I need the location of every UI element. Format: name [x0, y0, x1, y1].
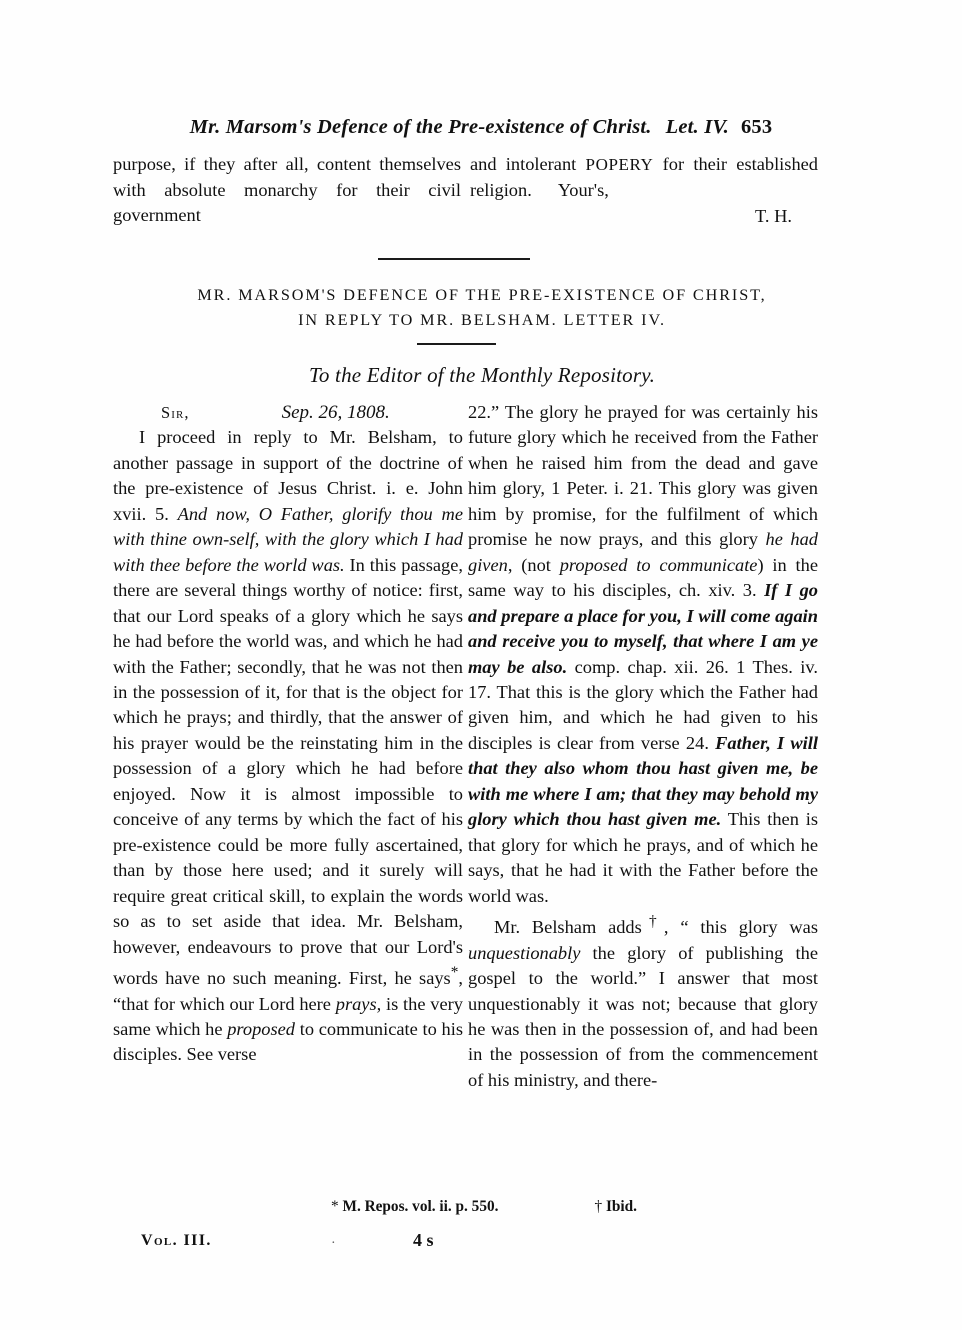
popery-text-before: and intolerant: [470, 154, 586, 174]
popery-text-after: for their established religion.: [470, 154, 818, 200]
page-number: 653: [740, 116, 773, 138]
left-para-part-1: I proceed in reply to Mr. Belsham, to another passage in support of the doctrine of the pre-existence of Jesus Christ. i. e. John xvii. 5.: [113, 427, 463, 524]
body-left-column: [113, 400, 463, 1068]
volume-label: Vol. III.: [141, 1232, 212, 1249]
printers-signature: 4 s: [413, 1230, 434, 1250]
letter-closing: Your's,: [557, 179, 609, 200]
running-head-letter: Let. IV.: [665, 116, 729, 138]
italic-proposed-to-communicate: proposed to communicate: [559, 554, 758, 575]
footnote-marker-dagger[interactable]: †: [641, 913, 664, 931]
addressee-line: To the Editor of the Monthly Repository.: [308, 363, 656, 387]
popery-smallcaps: POPERY: [585, 155, 654, 174]
left-para-part-2: In this passage, there are several things worthy of notice: first, that our Lord speaks of a glory which he says he had before the world was, and which he had with the Father; secondly, that he was not then in the possession of it, for that is the object for which he prays; and thirdly, that the answer of his prayer would be the reinstating him in the possession of a glory which he had before enjoyed. Now it is almost impossible to conceive of any terms by which the fact of his pre-existence could be more fully ascertained, than by those here used; and it surely will require great critical skill, to explain the words so as to set aside that idea. Mr. Belsham, however, endeavours to prove that our Lord's words have no such meaning. First, he says: [113, 554, 463, 989]
letter-date: Sep. 26, 1808.: [281, 402, 390, 423]
footnote-a-marker: *: [331, 1198, 339, 1215]
right-para-part-5: This then is that glory for which he prays, and of which he says, that he had it with the Father before the world was.: [468, 809, 818, 906]
salutation: Sir,: [161, 403, 190, 422]
salutation-line: [113, 400, 463, 425]
left-para-part-3: , “that for which our Lord here: [113, 968, 463, 1014]
italic-prays: prays,: [335, 993, 382, 1014]
horizontal-rule-lower: [417, 343, 496, 345]
footnotes: [113, 1198, 855, 1216]
running-head: [110, 116, 852, 139]
article-heading: [110, 283, 854, 333]
footnote-marker-asterisk[interactable]: *: [450, 963, 459, 981]
stray-ink-mark: ·: [331, 1236, 336, 1251]
italic-proposed: proposed: [227, 1019, 296, 1039]
right-para-part-3: ) in the same way to his disciples, ch. xiv. 3.: [468, 554, 819, 601]
left-column-paragraph: [113, 425, 463, 1067]
horizontal-rule-upper: [378, 258, 530, 260]
right-column-paragraph-1: [468, 400, 818, 909]
top-continuation-columns: [113, 152, 853, 238]
footnote-b-marker: †: [594, 1198, 603, 1215]
right-para2-part-2: , “ this glory was: [663, 917, 818, 938]
top-continuation-right-text: [470, 152, 818, 203]
top-continuation-left-column: purpose, if they after all, content themselves with absolute monarchy for their civil government: [113, 154, 461, 225]
running-head-title: Mr. Marsom's Defence of the Pre-existence of Christ.: [189, 116, 652, 138]
scripture-quote-john-xvii-24: Father, I will that they also whom thou hast given me, be with me where I am; that they may behold my glory which thou hast given me.: [468, 732, 818, 830]
footnote-b-text: Ibid.: [605, 1198, 637, 1215]
footnote-b: [594, 1198, 637, 1216]
footnote-a: [331, 1198, 498, 1216]
right-para-part-1: 22.” The glory he prayed for was certainly his future glory which he received from the Father when he raised him from the dead and gave him glory, 1 Peter. i. 21. This glory was given him by promise, for the fulfilment of which promise he now prays, and this glory: [468, 402, 818, 550]
left-para-part-4: is the very same which he: [113, 993, 463, 1039]
top-continuation-right-column: [470, 152, 818, 230]
letter-signature: T. H.: [755, 206, 792, 226]
article-heading-line-2: IN REPLY TO MR. BELSHAM. LETTER IV.: [298, 311, 666, 329]
right-para2-part-3: the glory of publishing the gospel to the world.” I answer that most unquestionably it was not; because that glory he was then in the possession of, and had been in the possession of from the commencement of his ministry, and there-: [468, 942, 818, 1090]
body-right-column: [468, 400, 818, 1093]
right-para-part-4: comp. chap. xii. 26. 1 Thes. iv. 17. That this is the glory which the Father had given him, and which he had given to his disciples is clear from verse 24.: [468, 656, 818, 753]
right-para-part-2: , (not: [507, 554, 560, 575]
footnote-a-text: M. Repos. vol. ii. p. 550.: [342, 1198, 499, 1215]
scripture-quote-john-xiv-3: If I go and prepare a place for you, I will come again and receive you to myself, that where I am ye may be also.: [468, 580, 818, 677]
right-para2-part-1: Mr. Belsham adds: [494, 917, 642, 938]
scripture-quote-john-xvii-5: And now, O Father, glorify thou me with thine own-self, with the glory which I had with thee before the world was.: [113, 503, 463, 575]
page-footer: [113, 1232, 855, 1258]
article-heading-line-1: MR. MARSOM'S DEFENCE OF THE PRE-EXISTENCE OF CHRIST,: [197, 286, 767, 304]
italic-unquestionably: unquestionably: [468, 942, 581, 963]
italic-he-had-given: he had given: [468, 529, 818, 575]
left-para-part-5: to communicate to his disciples. See verse: [113, 1019, 463, 1065]
right-column-paragraph-2: [468, 909, 818, 1093]
